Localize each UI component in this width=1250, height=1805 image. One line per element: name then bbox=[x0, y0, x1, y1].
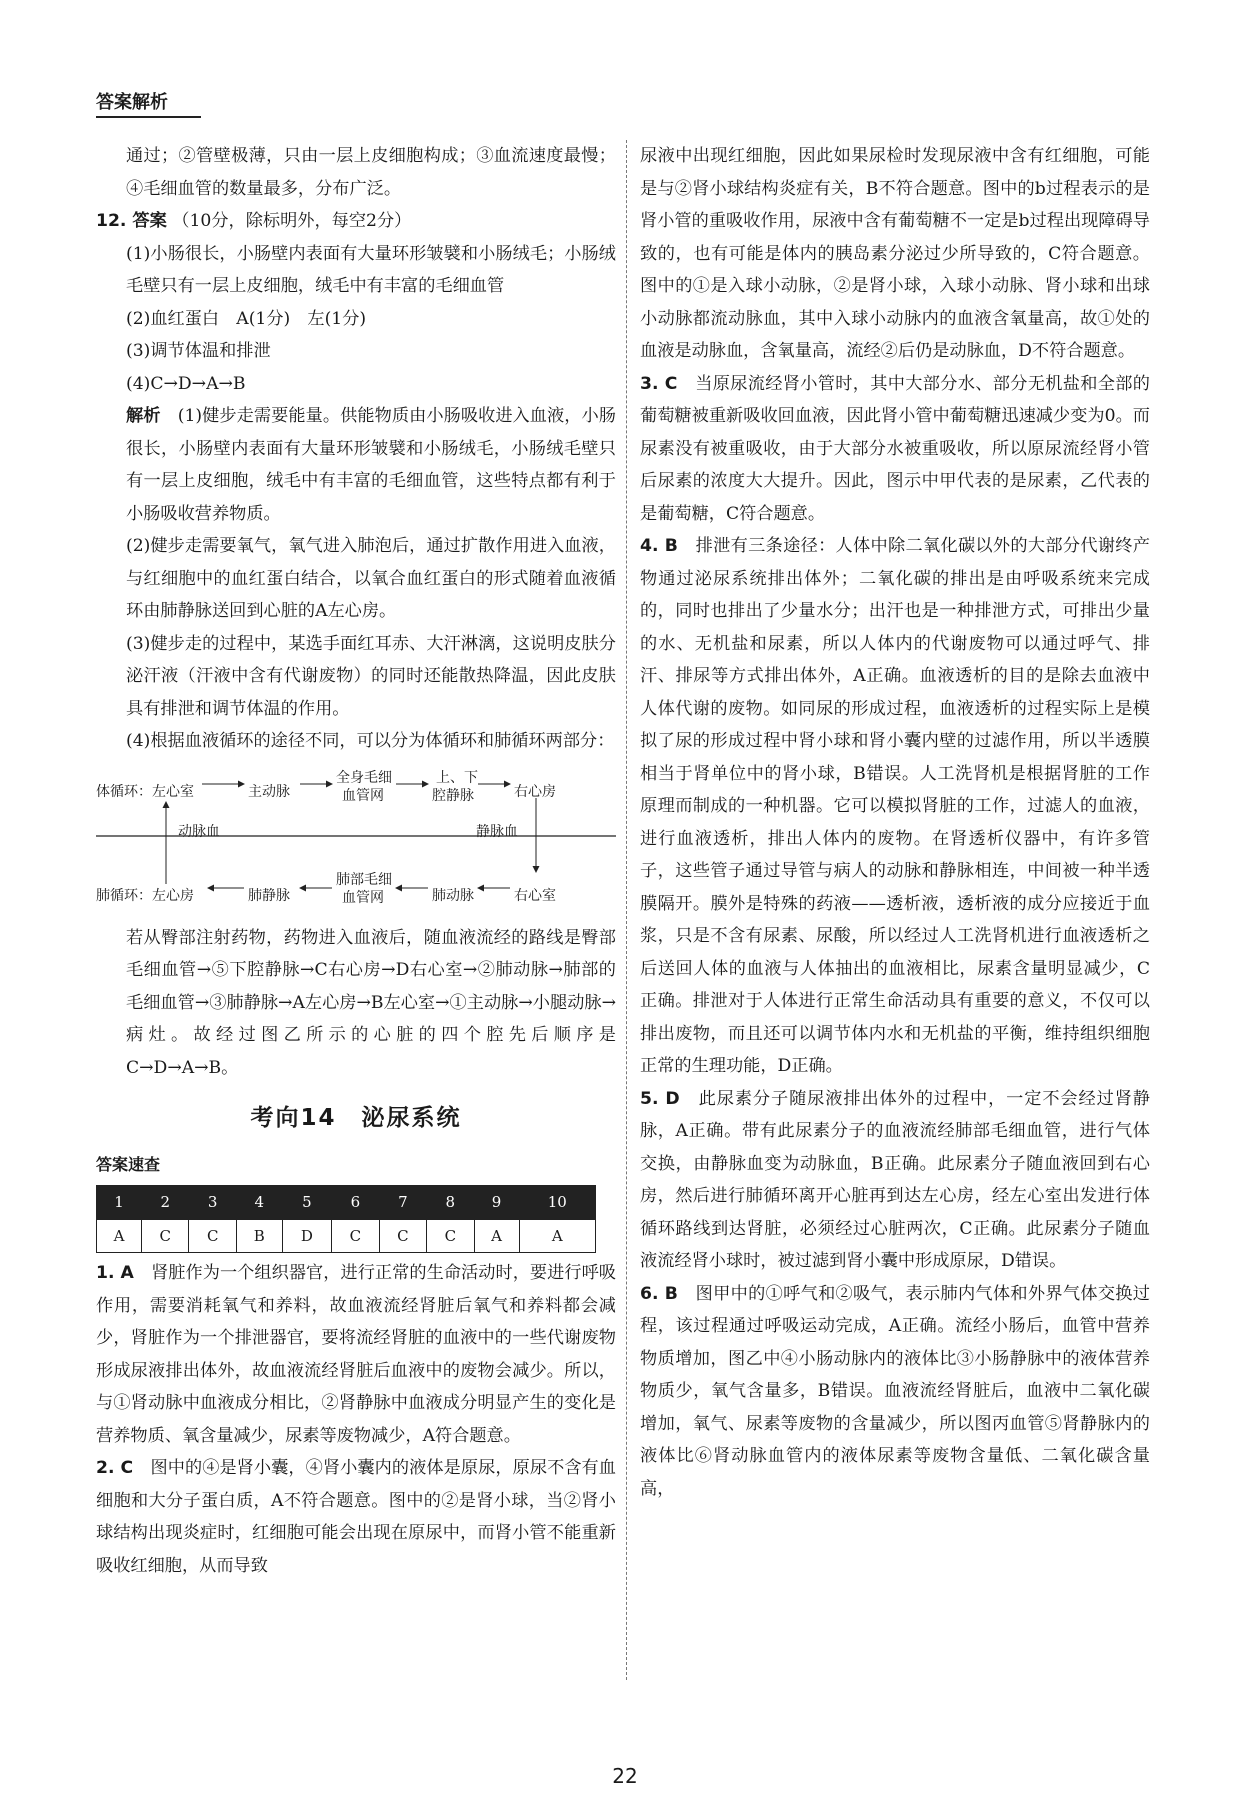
vein-blood-label: 静脉血 bbox=[476, 823, 518, 840]
answer-4 bbox=[640, 530, 1150, 1083]
table-cell: 8 bbox=[427, 1186, 474, 1220]
table-cell: 9 bbox=[474, 1186, 519, 1220]
pul-start: 肺循环：左心房 bbox=[96, 887, 194, 904]
table-row bbox=[97, 1219, 596, 1253]
pul-cap-a: 肺部毛细 bbox=[336, 871, 392, 888]
table-cell: 5 bbox=[282, 1186, 332, 1220]
table-cell: 10 bbox=[519, 1186, 595, 1220]
table-cell: 7 bbox=[379, 1186, 426, 1220]
answer-1 bbox=[96, 1257, 616, 1452]
pul-rv: 右心室 bbox=[514, 887, 556, 904]
circulation-diagram bbox=[96, 764, 616, 914]
question-number: 4. B bbox=[640, 536, 678, 556]
table-cell: D bbox=[282, 1219, 332, 1253]
table-cell: A bbox=[97, 1219, 142, 1253]
answer-line: (4)C→D→A→B bbox=[126, 373, 246, 394]
answer-12-heading bbox=[96, 205, 616, 238]
artery-blood-label: 动脉血 bbox=[178, 823, 220, 840]
table-cell: A bbox=[474, 1219, 519, 1253]
answer-line: (1)小肠很长，小肠壁内表面有大量环形皱襞和小肠绒毛；小肠绒毛壁只有一层上皮细胞，绒毛中有丰富的毛细血管 bbox=[126, 243, 616, 296]
quick-check-label: 答案速查 bbox=[96, 1154, 161, 1174]
analysis-text: (1)健步走需要能量。供能物质由小肠吸收进入血液，小肠很长，小肠壁内表面有大量环形皱襞和小肠绒毛，小肠绒毛壁只有一层上皮细胞，绒毛中有丰富的毛细血管，这些特点都有利于小肠吸收营养物质。 bbox=[126, 406, 616, 524]
table-cell: C bbox=[379, 1219, 426, 1253]
answer-table bbox=[96, 1185, 596, 1253]
question-number: 6. B bbox=[640, 1283, 678, 1304]
answer-text: 当原尿流经肾小管时，其中大部分水、部分无机盐和全部的葡萄糖被重新吸收回血液，因此肾小管中葡萄糖迅速减少变为0。而尿素没有被重吸收，由于大部分水被重吸收，所以原尿流经肾小管后尿素的浓度大大提升。因此，图示中甲代表的是尿素，乙代表的是葡萄糖，C符合题意。 bbox=[640, 373, 1150, 524]
right-column bbox=[640, 140, 1150, 1505]
sys-aorta: 主动脉 bbox=[248, 783, 290, 800]
question-number: 2. C bbox=[96, 1458, 134, 1478]
pul-cap-b: 血管网 bbox=[342, 889, 384, 906]
paragraph: 通过；②管壁极薄，只由一层上皮细胞构成；③血流速度最慢；④毛细血管的数量最多，分布广泛。 bbox=[126, 146, 616, 199]
analysis-para: 若从臀部注射药物，药物进入血液后，随血液流经的路线是臀部毛细血管→⑤下腔静脉→C右心房→D右心室→②肺动脉→肺部的毛细血管→③肺静脉→A左心房→B左心室→①主动脉→小腿动脉→病灶。故经过图乙所示的心脏的四个腔先后顺序是C→D→A→B。 bbox=[126, 927, 616, 1078]
question-number: 3. C bbox=[640, 373, 678, 394]
pul-artery: 肺动脉 bbox=[432, 887, 474, 904]
sys-cap-a: 全身毛细 bbox=[336, 769, 392, 786]
answer-text: 此尿素分子随尿液排出体外的过程中，一定不会经过肾静脉，A正确。带有此尿素分子的血液流经肺部毛细血管，进行气体交换，由静脉血变为动脉血，B正确。此尿素分子随血液回到右心房，然后进行肺循环离开心脏再到达左心房，经左心室出发进行体循环路线到达肾脏，必须经过心脏两次，C正确。此尿素分子随血液流经肾小球时，被过滤到肾小囊中形成原尿，D错误。 bbox=[640, 1088, 1150, 1271]
score-note: （10分，除标明外，每空2分） bbox=[172, 211, 412, 231]
table-cell: C bbox=[332, 1219, 379, 1253]
page-number: 22 bbox=[612, 1764, 638, 1788]
sys-start: 体循环：左心室 bbox=[96, 783, 194, 800]
answer-text: 图中的④是肾小囊，④肾小囊内的液体是原尿，原尿不含有血细胞和大分子蛋白质，A不符合题意。图中的②是肾小球，当②肾小球结构出现炎症时，红细胞可能会出现在原尿中，而肾小管不能重新吸收红细胞，从而导致 bbox=[96, 1458, 616, 1576]
analysis-para: (3)健步走的过程中，某选手面红耳赤、大汗淋漓，这说明皮肤分泌汗液（汗液中含有代谢废物）的同时还能散热降温，因此皮肤具有排泄和调节体温的作用。 bbox=[126, 633, 616, 719]
table-cell: B bbox=[236, 1219, 282, 1253]
left-column bbox=[96, 140, 616, 1582]
question-number: 5. D bbox=[640, 1088, 680, 1109]
table-cell: C bbox=[142, 1219, 189, 1253]
answer-5 bbox=[640, 1083, 1150, 1278]
question-number: 12. 答案 bbox=[96, 211, 167, 231]
answer-text: 图甲中的①呼气和②吸气，表示肺内气体和外界气体交换过程，该过程通过呼吸运动完成，A正确。流经小肠后，血管中营养物质增加，图乙中④小肠动脉内的液体比③小肠静脉中的液体营养物质少，氧气含量多，B错误。血液流经肾脏后，血液中二氧化碳增加，氧气、尿素等废物的含量减少，所以图丙血管⑤肾静脉内的液体比⑥肾动脉血管内的液体尿素等废物含量低、二氧化碳含量高， bbox=[640, 1283, 1150, 1499]
answer-line: (3)调节体温和排泄 bbox=[126, 341, 271, 361]
table-cell: 1 bbox=[97, 1186, 142, 1220]
page-header: 答案解析 bbox=[96, 88, 201, 118]
table-cell: C bbox=[427, 1219, 474, 1253]
table-cell: A bbox=[519, 1219, 595, 1253]
sys-vc-b: 腔静脉 bbox=[432, 787, 474, 804]
section-title: 考向14 泌尿系统 bbox=[250, 1105, 462, 1131]
sys-cap-b: 血管网 bbox=[342, 787, 384, 804]
sys-vc-a: 上、下 bbox=[436, 769, 478, 786]
table-cell: 4 bbox=[236, 1186, 282, 1220]
sys-ra: 右心房 bbox=[514, 783, 556, 800]
analysis-para: (4)根据血液循环的途径不同，可以分为体循环和肺循环两部分： bbox=[126, 731, 615, 751]
answer-6 bbox=[640, 1278, 1150, 1506]
answer-text: 肾脏作为一个组织器官，进行正常的生命活动时，要进行呼吸作用，需要消耗氧气和养料，故血液流经肾脏后氧气和养料都会减少，肾脏作为一个排泄器官，要将流经肾脏的血液中的一些代谢废物形成尿液排出体外，故血液流经肾脏后血液中的废物会减少。所以，与①肾动脉中血液成分相比，②肾静脉中血液成分明显产生的变化是营养物质、氧含量减少，尿素等废物减少，A符合题意。 bbox=[96, 1263, 616, 1446]
analysis-label: 解析 bbox=[126, 406, 161, 426]
table-cell: C bbox=[189, 1219, 236, 1253]
answer-text: 排泄有三条途径：人体中除二氧化碳以外的大部分代谢终产物通过泌尿系统排出体外；二氧化碳的排出是由呼吸系统来完成的，同时也排出了少量水分；出汗也是一种排泄方式，可排出少量的水、无机盐和尿素，所以人体内的代谢废物可以通过呼气、排汗、排尿等方式排出体外，A正确。血液透析的目的是除去血液中人体代谢的废物。如同尿的形成过程，血液透析的过程实际上是模拟了尿的形成过程中肾小球和肾小囊内壁的过滤作用，所以半透膜相当于肾单位中的肾小球，B错误。人工洗肾机是根据肾脏的工作原理而制成的一种机器。它可以模拟肾脏的工作，过滤人的血液，进行血液透析，排出人体内的废物。在肾透析仪器中，有许多管子，这些管子通过导管与病人的动脉和静脉相连，中间被一种半透膜隔开。膜外是特殊的药液——透析液，透析液的成分应接近于血浆，只是不含有尿素、尿酸，所以经过人工洗肾机进行血液透析之后送回人体的血液与人体抽出的血液相比，尿素含量明显减少，C正确。排泄对于人体进行正常生命活动具有重要的意义，不仅可以排出废物，而且还可以调节体内水和无机盐的平衡，维持组织细胞正常的生理功能，D正确。 bbox=[640, 536, 1150, 1076]
column-divider bbox=[626, 140, 627, 1680]
answer-line: (2)血红蛋白 A(1分) 左(1分) bbox=[126, 308, 367, 329]
paragraph: 尿液中出现红细胞，因此如果尿检时发现尿液中含有红细胞，可能是与②肾小球结构炎症有关，B不符合题意。图中的b过程表示的是肾小管的重吸收作用，尿液中含有葡萄糖不一定是b过程出现障碍导致的，也有可能是体内的胰岛素分泌过少所导致的，C符合题意。图中的①是入球小动脉，②是肾小球，入球小动脉、肾小球和出球小动脉都流动脉血，其中入球小动脉内的血液含氧量高，故①处的血液是动脉血，含氧量高，流经②后仍是动脉血，D不符合题意。 bbox=[640, 146, 1150, 361]
answer-2 bbox=[96, 1452, 616, 1582]
answer-3 bbox=[640, 368, 1150, 531]
question-number: 1. A bbox=[96, 1263, 134, 1283]
table-row bbox=[97, 1186, 596, 1220]
analysis-para bbox=[96, 400, 616, 530]
table-cell: 6 bbox=[332, 1186, 379, 1220]
table-cell: 3 bbox=[189, 1186, 236, 1220]
pul-vein: 肺静脉 bbox=[248, 887, 290, 904]
table-cell: 2 bbox=[142, 1186, 189, 1220]
analysis-para: (2)健步走需要氧气，氧气进入肺泡后，通过扩散作用进入血液，与红细胞中的血红蛋白结合，以氧合血红蛋白的形式随着血液循环由肺静脉送回到心脏的A左心房。 bbox=[126, 536, 616, 621]
